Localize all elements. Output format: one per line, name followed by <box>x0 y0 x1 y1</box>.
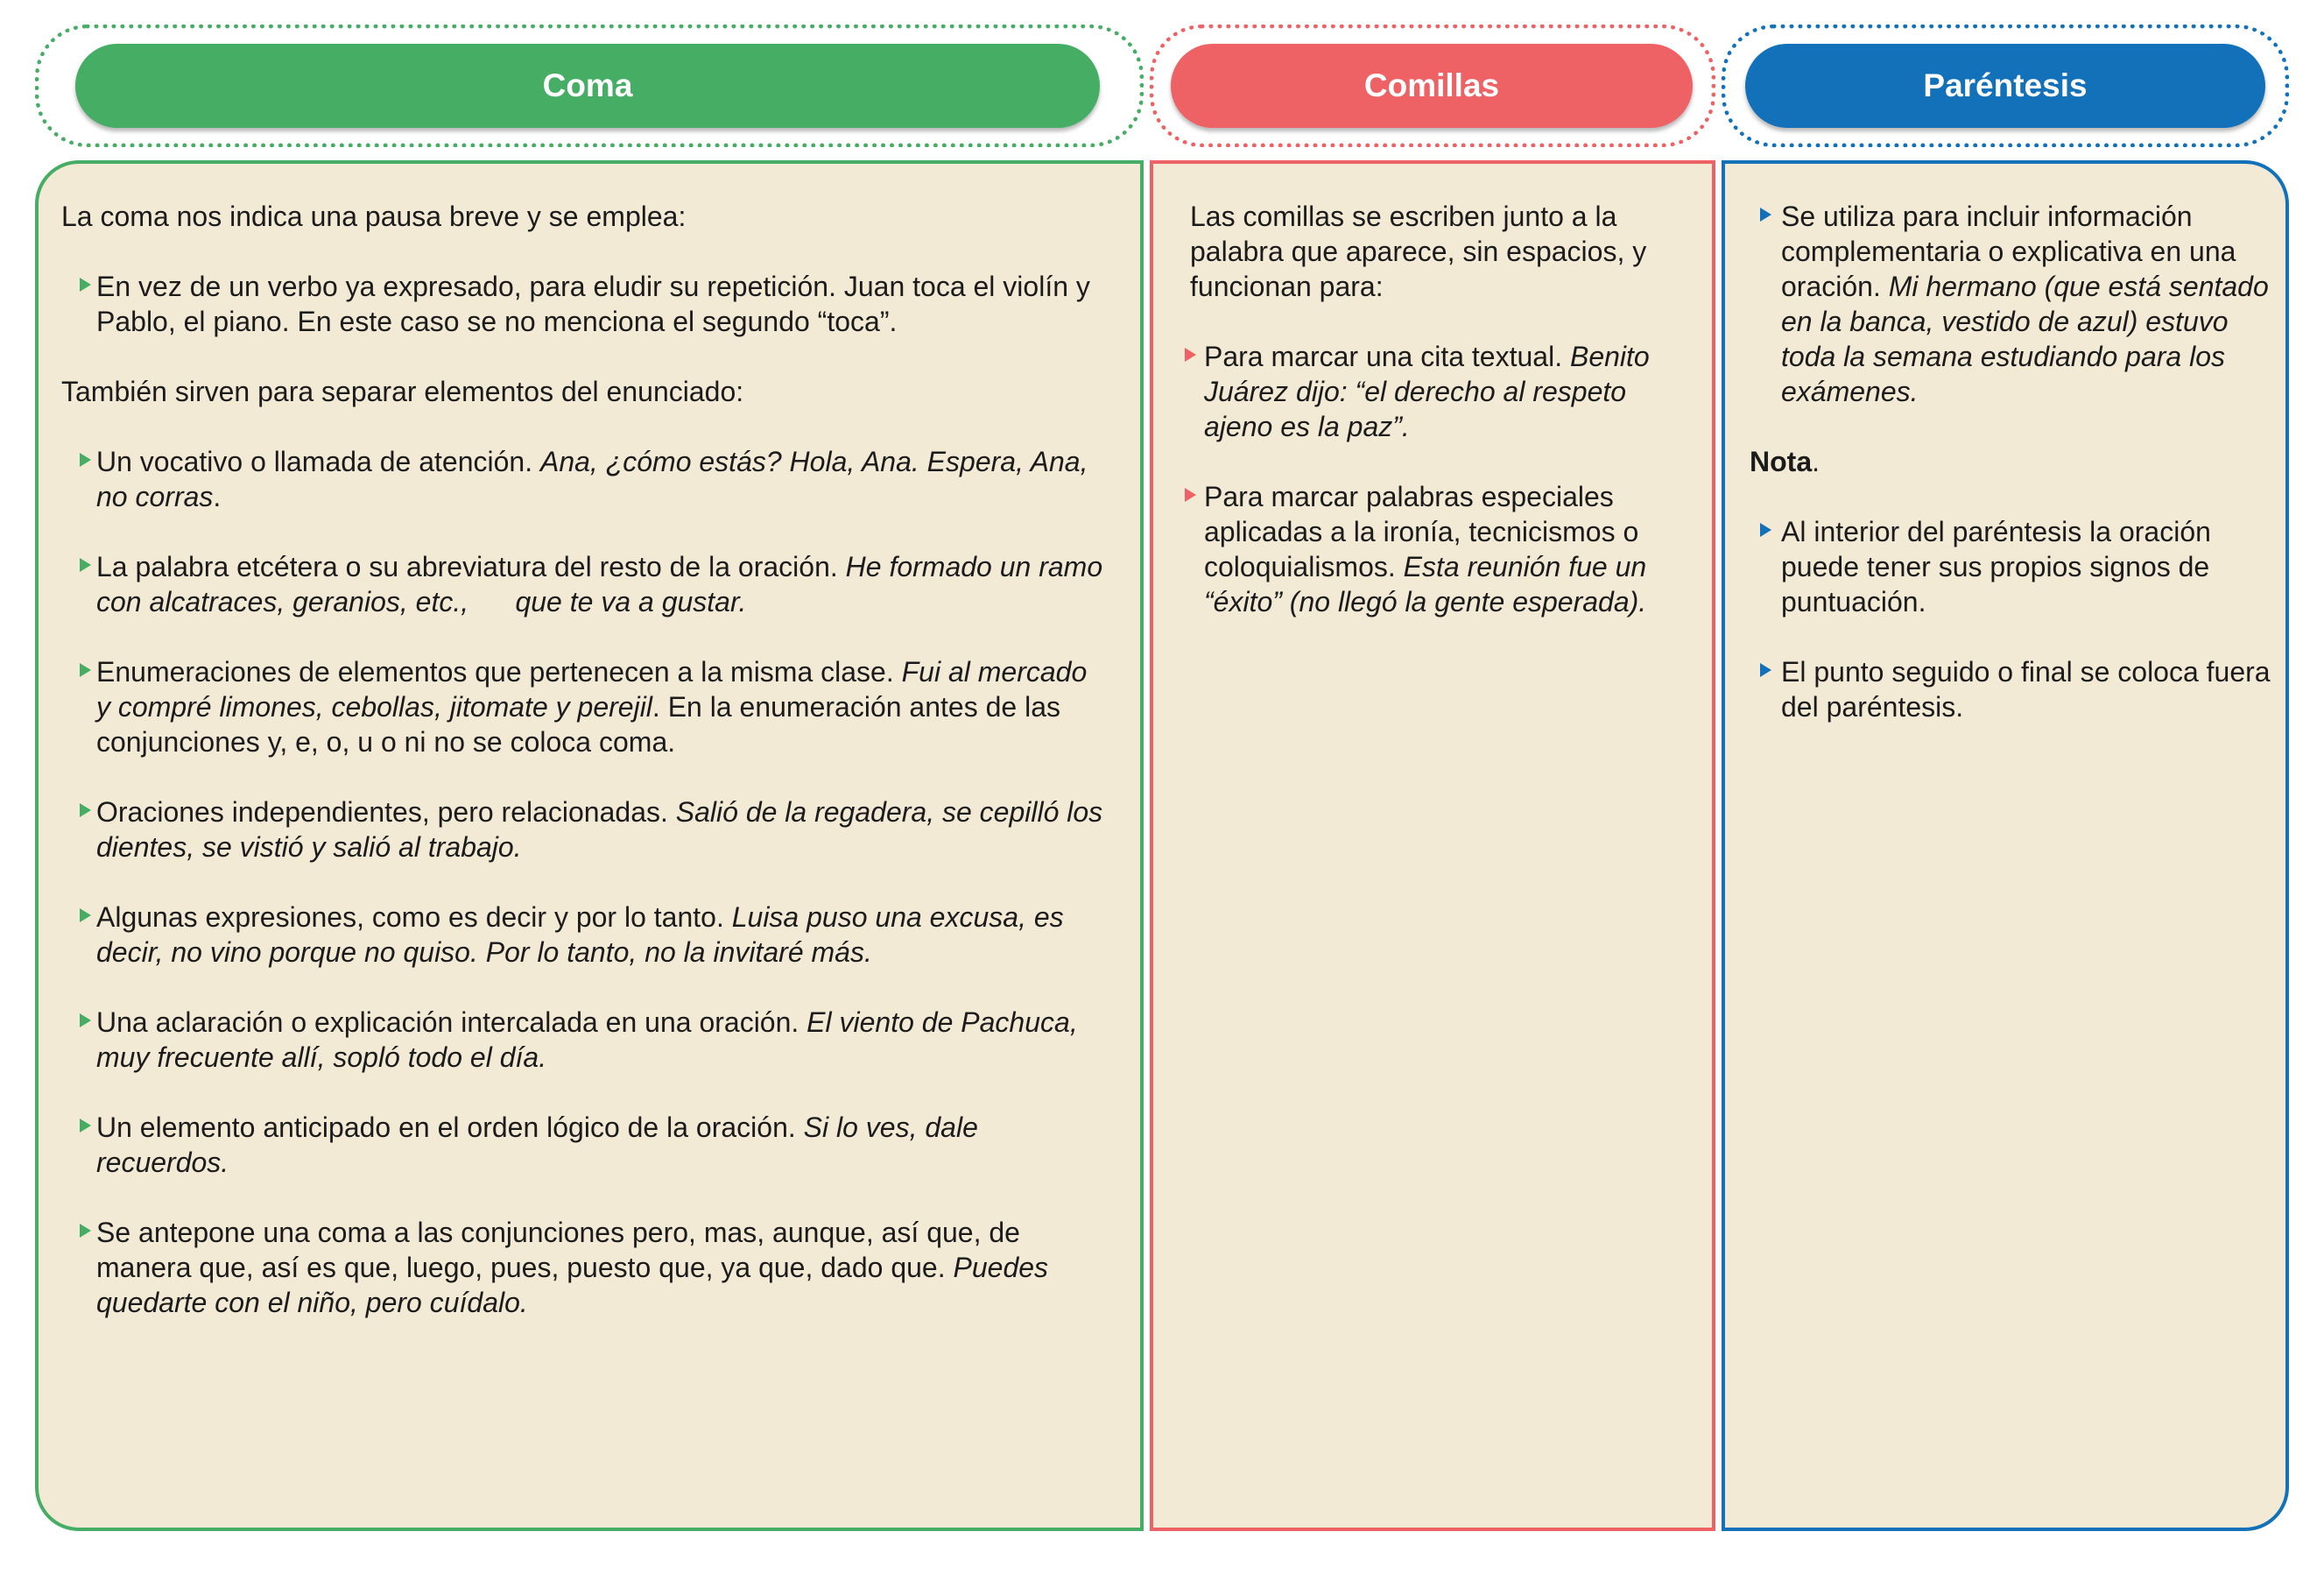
comillas-title: Comillas <box>1363 67 1500 103</box>
bullet-icon <box>1760 663 1771 677</box>
coma-item-example: El viento de Pachuca, muy frecuente allí, sopló todo el día. <box>96 1006 1078 1073</box>
coma-item-example: Ana, ¿cómo estás? Hola, Ana. Espera, Ana, no corras <box>96 446 1088 512</box>
coma-middle-text: También sirven para separar elementos del enunciado: <box>61 376 744 407</box>
note-title <box>1750 444 2273 479</box>
parentesis-note-text: Al interior del paréntesis la oración puede tener sus propios signos de puntuación. <box>1781 516 2211 618</box>
bullet-icon <box>80 278 91 292</box>
bullet-icon <box>80 1224 91 1238</box>
comillas-item-example: Benito Juárez dijo: “el derecho al respeto ajeno es la paz”. <box>1204 341 1650 442</box>
comillas-item-example: Esta reunión fue un “éxito” (no llegó la gente esperada). <box>1204 551 1647 618</box>
coma-item-after: . En la enumeración antes de las conjunciones y, e, o, u o ni no se coloca coma. <box>96 691 1060 758</box>
coma-list-item <box>61 794 1105 865</box>
coma-list-item <box>61 1005 1105 1075</box>
coma-first-item-text: En vez de un verbo ya expresado, para eludir su repetición. Juan toca el violín y Pablo, el piano. En este caso se no menciona el segundo “toca”. <box>96 271 1090 337</box>
coma-panel <box>35 160 1144 1531</box>
coma-item-text: Un vocativo o llamada de atención. <box>96 446 540 477</box>
coma-title-pill <box>75 44 1100 128</box>
bullet-icon <box>80 453 91 467</box>
coma-list-item <box>61 1110 1105 1180</box>
bullet-icon <box>1185 488 1196 502</box>
coma-item-text: La palabra etcétera o su abreviatura del resto de la oración. <box>96 551 846 582</box>
coma-first-item <box>61 269 1105 339</box>
parentesis-first-item <box>1750 199 2273 409</box>
coma-list-item <box>61 549 1110 619</box>
comillas-intro: Las comillas se escriben junto a la palabra que aparece, sin espacios, y funcionan para: <box>1190 201 1647 302</box>
coma-list-item <box>61 1215 1105 1320</box>
bullet-icon <box>80 558 91 572</box>
parentesis-note-item <box>1750 514 2273 619</box>
comillas-item-text: Para marcar palabras especiales aplicadas a la ironía, tecnicismos o coloquialismos. <box>1204 481 1639 582</box>
bullet-icon <box>1760 208 1771 222</box>
parentesis-panel <box>1722 160 2289 1531</box>
coma-item-text: Una aclaración o explicación intercalada en una oración. <box>96 1006 807 1038</box>
coma-item-example: Salió de la regadera, se cepilló los dientes, se vistió y salió al trabajo. <box>96 796 1103 863</box>
comillas-list-item <box>1190 479 1694 619</box>
coma-list-item <box>61 654 1105 759</box>
coma-item-text: Se antepone una coma a las conjunciones pero, mas, aunque, así que, de manera que, así es que, luego, pues, puesto que, ya que, dado que. <box>96 1217 1020 1283</box>
coma-intro: La coma nos indica una pausa breve y se emplea: <box>61 201 687 232</box>
coma-item-example: Puedes quedarte con el niño, pero cuídalo. <box>96 1252 1049 1318</box>
note-title-period: . <box>1812 446 1820 477</box>
bullet-icon <box>80 908 91 922</box>
coma-title: Coma <box>542 67 633 103</box>
coma-item-example: Luisa puso una excusa, es decir, no vino porque no quiso. Por lo tanto, no la invitaré más. <box>96 901 1064 968</box>
coma-item-after: . <box>213 481 222 512</box>
coma-item-text: Algunas expresiones, como es decir y por lo tanto. <box>96 901 732 933</box>
comillas-list-item <box>1190 339 1694 444</box>
bullet-icon <box>80 803 91 817</box>
bullet-icon <box>80 1119 91 1133</box>
parentesis-title-pill <box>1745 44 2265 128</box>
bullet-icon <box>80 1013 91 1027</box>
coma-item-example: He formado un ramo con alcatraces, geranios, etc., que te va a gustar. <box>96 551 1110 618</box>
note-title-text: Nota <box>1750 446 1813 477</box>
bullet-icon <box>1760 523 1771 537</box>
coma-item-example: Si lo ves, dale recuerdos. <box>96 1112 978 1178</box>
parentesis-first-item-text: Se utiliza para incluir información complementaria o explicativa en una oración. <box>1781 201 2236 302</box>
parentesis-title: Paréntesis <box>1923 67 2088 103</box>
comillas-panel <box>1150 160 1715 1531</box>
coma-list-item <box>61 444 1105 514</box>
coma-list-item <box>61 900 1105 970</box>
comillas-title-pill <box>1171 44 1693 128</box>
coma-item-text: Oraciones independientes, pero relacionadas. <box>96 796 676 828</box>
parentesis-note-text: El punto seguido o final se coloca fuera del paréntesis. <box>1781 656 2271 723</box>
bullet-icon <box>1185 348 1196 362</box>
parentesis-first-item-example: Mi hermano (que está sentado en la banca, vestido de azul) estuvo toda la semana estudiando para los exámenes. <box>1781 271 2269 407</box>
parentesis-note-item <box>1750 654 2273 724</box>
comillas-item-text: Para marcar una cita textual. <box>1204 341 1570 372</box>
coma-item-example: Fui al mercado y compré limones, cebollas, jitomate y perejil <box>96 656 1088 723</box>
bullet-icon <box>80 663 91 677</box>
coma-item-text: Enumeraciones de elementos que pertenecen a la misma clase. <box>96 656 902 688</box>
coma-item-text: Un elemento anticipado en el orden lógico de la oración. <box>96 1112 804 1143</box>
